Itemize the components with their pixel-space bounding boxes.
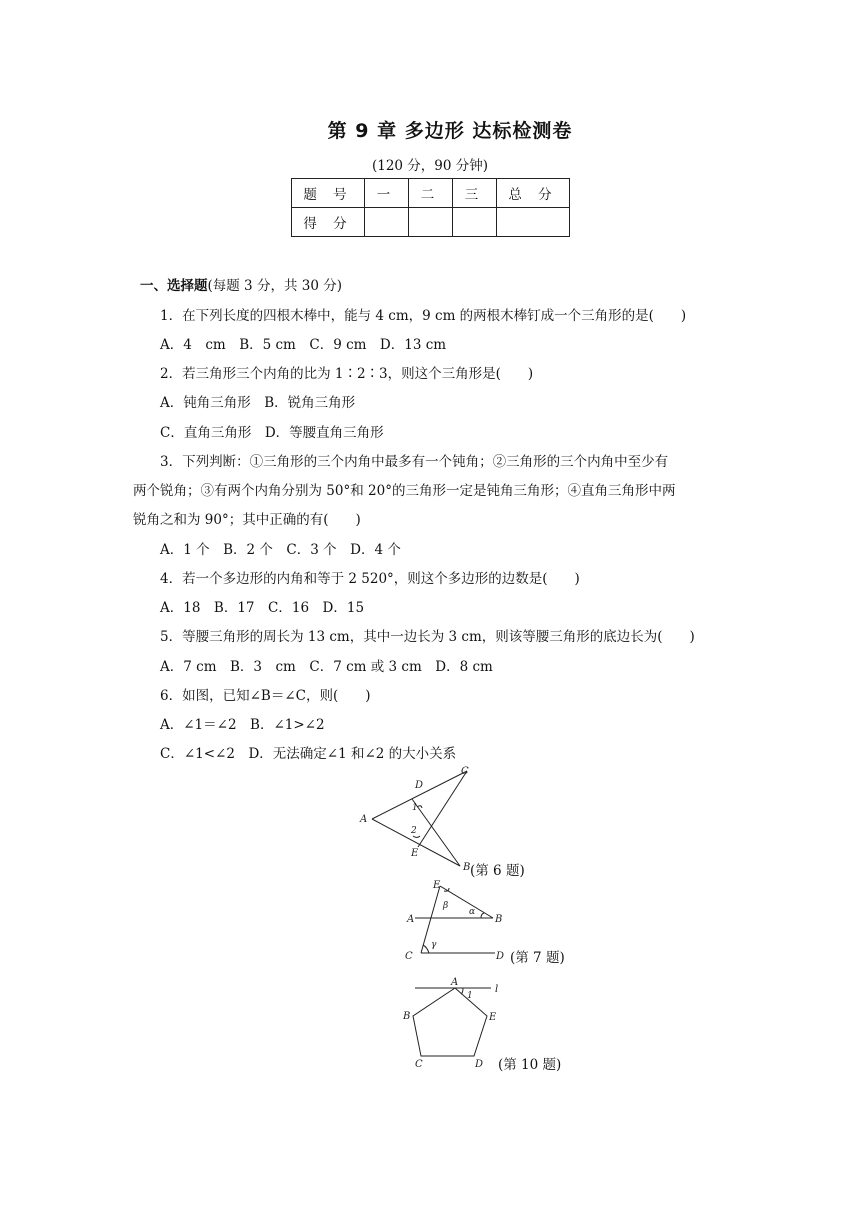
figure-caption: (第 6 题) (470, 863, 525, 879)
fig6-label-b: B (463, 862, 471, 873)
fig6-label-d: D (415, 780, 424, 791)
page-title: 第 9 章 多边形 达标检测卷 (327, 120, 573, 142)
score-input-cell[interactable] (365, 208, 409, 237)
fig7-label-c: C (405, 951, 413, 962)
question-6: 6．如图，已知∠B＝∠C，则( ) (160, 688, 371, 704)
fig10-label-1: 1 (467, 991, 473, 1001)
question-3: 3．下列判断：①三角形的三个内角中最多有一个钝角；②三角形的三个内角中至少有 (160, 454, 669, 470)
fig10-label-e: E (489, 1012, 497, 1023)
fig7-label-d: D (496, 951, 505, 962)
table-cell: 二 (409, 179, 453, 208)
table-cell: 一 (365, 179, 409, 208)
table-cell: 得 分 (292, 208, 365, 237)
table-cell: 三 (453, 179, 497, 208)
figure-question-6 (355, 764, 485, 874)
fig7-label-e: E (433, 880, 441, 891)
question-4: 4．若一个多边形的内角和等于 2 520°，则这个多边形的边数是( ) (160, 571, 580, 587)
fig7-label-alpha: α (469, 907, 476, 917)
figure-caption: (第 10 题) (498, 1057, 562, 1073)
question-3-line-3: 锐角之和为 90°；其中正确的有( ) (133, 512, 361, 528)
section-heading (140, 274, 342, 294)
fig10-label-l: l (495, 984, 499, 995)
table-cell: 题 号 (292, 179, 365, 208)
table-cell: 总 分 (497, 179, 570, 208)
fig10-label-c: C (415, 1059, 423, 1070)
figure-question-7 (397, 878, 512, 964)
fig6-label-e: E (411, 848, 419, 859)
figure-caption: (第 7 题) (510, 950, 565, 966)
fig6-label-a: A (360, 814, 368, 825)
question-4-options: A．18 B．17 C．16 D．15 (160, 600, 365, 616)
fig7-label-beta: β (443, 901, 449, 911)
fig7-label-b: B (495, 914, 503, 925)
question-6-options-b: C．∠1<∠2 D．无法确定∠1 和∠2 的大小关系 (160, 746, 457, 762)
question-2-options-a: A．钝角三角形 B．锐角三角形 (160, 395, 356, 411)
fig7-label-a: A (407, 914, 415, 925)
question-6-options-a: A．∠1＝∠2 B．∠1>∠2 (160, 717, 325, 733)
score-input-cell[interactable] (409, 208, 453, 237)
question-5: 5．等腰三角形的周长为 13 cm，其中一边长为 3 cm，则该等腰三角形的底边长为( ) (160, 629, 695, 645)
question-2: 2．若三角形三个内角的比为 1∶2∶3，则这个三角形是( ) (160, 366, 534, 382)
fig6-label-c: C (461, 766, 469, 777)
fig7-label-gamma: γ (431, 940, 437, 950)
score-table (291, 178, 570, 237)
fig10-label-d: D (475, 1059, 484, 1070)
question-5-options: A．7 cm B．3 cm C．7 cm 或 3 cm D．8 cm (160, 659, 493, 675)
fig10-label-a: A (451, 977, 459, 988)
table-row (292, 179, 570, 208)
fig10-label-b: B (403, 1011, 411, 1022)
score-time-info: (120 分，90 分钟) (371, 158, 489, 174)
question-3-options: A．1 个 B．2 个 C．3 个 D．4 个 (160, 542, 401, 558)
fig6-label-1: 1 (412, 803, 418, 813)
table-row (292, 208, 570, 237)
question-1: 1．在下列长度的四根木棒中，能与 4 cm，9 cm 的两根木棒钉成一个三角形的是( ) (160, 308, 687, 324)
fig6-label-2: 2 (411, 826, 417, 836)
score-input-cell[interactable] (497, 208, 570, 237)
section-title: 一、选择题 (140, 278, 208, 294)
score-input-cell[interactable] (453, 208, 497, 237)
question-1-options: A．4 cm B．5 cm C．9 cm D．13 cm (160, 337, 447, 353)
question-2-options-b: C．直角三角形 D．等腰直角三角形 (160, 425, 384, 441)
figure-question-10 (397, 974, 507, 1070)
question-3-line-2: 两个锐角；③有两个内角分别为 50°和 20°的三角形一定是钝角三角形；④直角三角形中两 (133, 483, 676, 499)
section-note: (每题 3 分，共 30 分) (207, 278, 342, 294)
